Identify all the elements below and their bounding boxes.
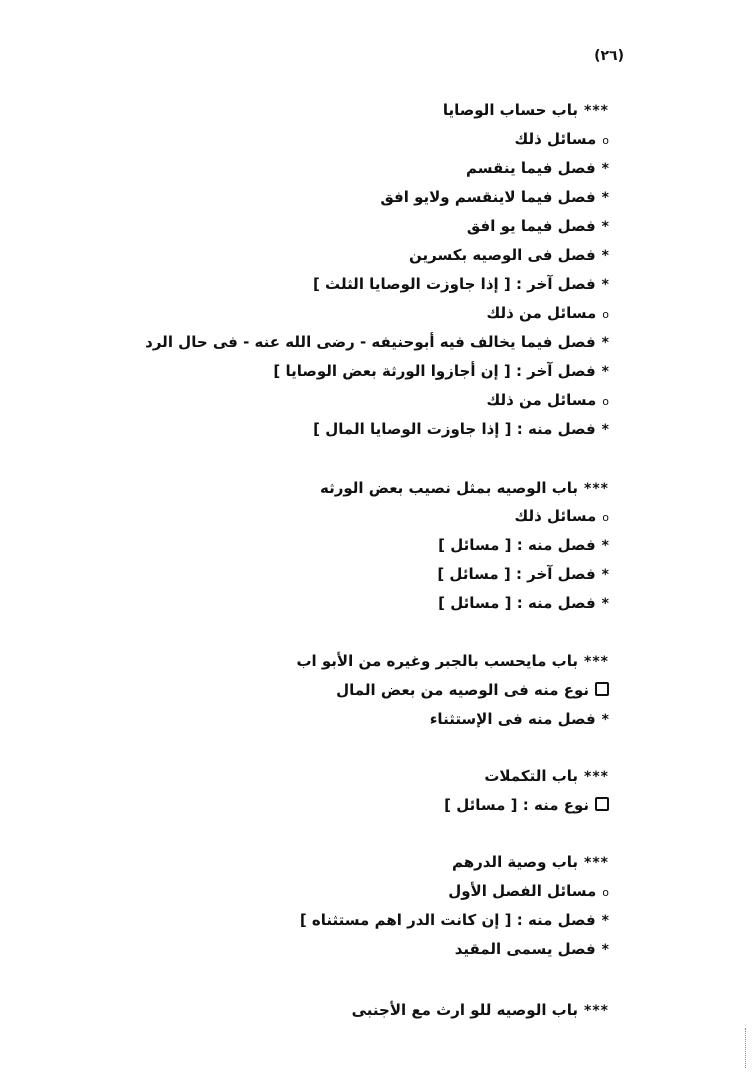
line-text: باب مايحسب بالجبر وغيره من الأبو اب: [296, 652, 579, 670]
star-bullet-icon: *: [601, 219, 609, 235]
list-item: [409, 245, 609, 266]
line-text: فصل آخر : [ إن أجازوا الورثة بعض الوصايا ]: [273, 362, 596, 380]
section-heading: [352, 1000, 609, 1021]
star-bullet-icon: *: [601, 567, 609, 583]
list-item: [448, 881, 609, 903]
section-heading: [320, 478, 609, 499]
section-marker: ***: [584, 769, 609, 785]
star-bullet-icon: *: [601, 913, 609, 929]
list-item: [273, 361, 609, 382]
line-text: فصل منه فى الإستثناء: [429, 710, 596, 728]
star-bullet-icon: *: [601, 277, 609, 293]
list-item: [313, 274, 609, 295]
list-item: [444, 795, 609, 815]
line-text: فصل فيما يو افق: [466, 217, 596, 235]
line-text: فصل فيما لاينقسم ولايو افق: [380, 188, 596, 206]
list-item: [145, 332, 609, 353]
circle-bullet-icon: o: [602, 134, 609, 147]
list-item: [300, 910, 609, 931]
page-number: (٢٦): [594, 48, 624, 64]
line-text: فصل آخر : [ مسائل ]: [437, 565, 596, 583]
star-bullet-icon: *: [601, 712, 609, 728]
star-bullet-icon: *: [601, 364, 609, 380]
line-text: فصل آخر : [ إذا جاوزت الوصايا الثلث ]: [312, 275, 596, 293]
line-text: فصل فيما يخالف فيه أبوحنيفه - رضى الله عنه - فى حال الرد: [145, 333, 596, 351]
star-bullet-icon: *: [601, 942, 609, 958]
list-item: [466, 158, 609, 179]
circle-bullet-icon: o: [602, 308, 609, 321]
section-marker: ***: [584, 1003, 609, 1019]
scan-edge-mark: [742, 1028, 746, 1068]
list-item: [455, 939, 609, 960]
circle-bullet-icon: o: [602, 886, 609, 899]
list-item: [487, 390, 609, 412]
line-text: مسائل من ذلك: [486, 304, 597, 322]
section-heading: [484, 766, 609, 787]
line-text: فصل يسمى المقيد: [454, 940, 596, 958]
line-text: مسائل ذلك: [514, 130, 597, 148]
list-item: [380, 187, 609, 208]
line-text: باب التكملات: [484, 767, 579, 785]
list-item: [437, 564, 609, 585]
section-marker: ***: [584, 103, 609, 119]
line-text: باب وصية الدرهم: [451, 853, 579, 871]
list-item: [430, 709, 609, 730]
list-item: [438, 593, 609, 614]
line-text: فصل منه : [ إذا جاوزت الوصايا المال ]: [313, 420, 596, 438]
square-bullet-icon: [595, 682, 609, 696]
star-bullet-icon: *: [601, 190, 609, 206]
line-text: باب حساب الوصايا: [442, 101, 579, 119]
section-heading: [452, 852, 609, 873]
section-heading: [296, 651, 609, 672]
line-text: فصل منه : [ مسائل ]: [438, 536, 596, 554]
line-text: فصل فيما ينقسم: [466, 159, 596, 177]
star-bullet-icon: *: [601, 335, 609, 351]
line-text: باب الوصيه للو ارث مع الأجنبى: [351, 1001, 579, 1019]
circle-bullet-icon: o: [602, 511, 609, 524]
list-item: [515, 506, 609, 528]
list-item: [487, 303, 609, 325]
section-marker: ***: [584, 855, 609, 871]
line-text: مسائل من ذلك: [486, 391, 597, 409]
line-text: نوع منه فى الوصيه من بعض المال: [336, 681, 589, 699]
line-text: مسائل الفصل الأول: [448, 882, 597, 900]
list-item: [336, 680, 609, 700]
square-bullet-icon: [595, 797, 609, 811]
line-text: فصل منه : [ مسائل ]: [438, 594, 596, 612]
star-bullet-icon: *: [601, 596, 609, 612]
star-bullet-icon: *: [601, 161, 609, 177]
section-marker: ***: [584, 654, 609, 670]
list-item: [438, 535, 609, 556]
line-text: نوع منه : [ مسائل ]: [444, 796, 589, 814]
list-item: [313, 419, 609, 440]
circle-bullet-icon: o: [602, 395, 609, 408]
star-bullet-icon: *: [601, 248, 609, 264]
section-marker: ***: [584, 481, 609, 497]
section-heading: [443, 100, 609, 121]
list-item: [467, 216, 609, 237]
line-text: باب الوصيه بمثل نصيب بعض الورثه: [319, 479, 579, 497]
star-bullet-icon: *: [601, 422, 609, 438]
line-text: فصل منه : [ إن كانت الدر اهم مستثناه ]: [299, 911, 596, 929]
line-text: مسائل ذلك: [514, 507, 597, 525]
star-bullet-icon: *: [601, 538, 609, 554]
list-item: [515, 129, 609, 151]
line-text: فصل فى الوصيه بكسرين: [409, 246, 596, 264]
